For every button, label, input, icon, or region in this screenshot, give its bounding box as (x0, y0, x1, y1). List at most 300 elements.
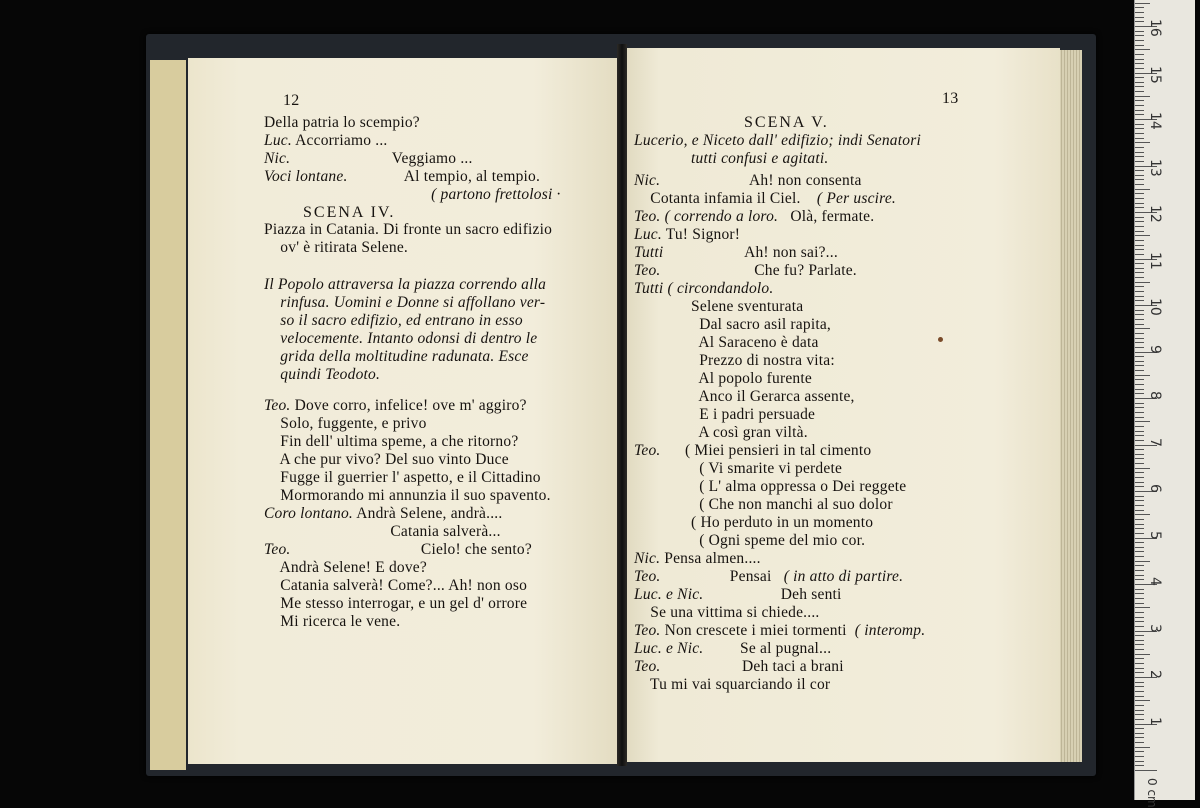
ruler-tick (1135, 175, 1144, 176)
ruler-tick (1135, 161, 1144, 162)
scene-heading (744, 114, 829, 132)
ruler-tick (1135, 635, 1144, 636)
ruler-label: 10 (1147, 298, 1163, 316)
ruler-tick (1135, 700, 1150, 701)
ruler-tick (1135, 333, 1144, 334)
roman-text: Mormorando mi annunzia il suo spavento. (264, 487, 551, 504)
ruler-tick (1135, 482, 1144, 483)
text-line (264, 186, 561, 204)
ruler-tick (1135, 389, 1144, 390)
ruler-tick (1135, 426, 1144, 427)
ruler-tick (1135, 152, 1144, 153)
ruler-tick (1135, 328, 1150, 329)
ruler-tick (1135, 742, 1144, 743)
italic-text: ( Per uscire. (804, 190, 896, 207)
ruler-tick (1135, 272, 1144, 273)
text-line (634, 406, 815, 424)
ruler-tick (1135, 291, 1144, 292)
ruler-tick (1135, 463, 1144, 464)
ruler-label: 0 cm (1145, 778, 1159, 808)
ruler-tick (1135, 226, 1144, 227)
roman-text: Deh senti (703, 586, 842, 603)
italic-text: ( circondandolo. (667, 280, 774, 297)
ruler-tick (1135, 147, 1144, 148)
italic-text: ( in atto di partire. (775, 568, 904, 585)
ruler-tick (1135, 310, 1144, 311)
text-line (634, 514, 873, 532)
italic-text: Luc. (634, 226, 662, 243)
text-line (264, 451, 509, 469)
ruler-tick (1135, 412, 1144, 413)
text-line (264, 294, 545, 312)
text-line (264, 487, 551, 505)
ruler-tick (1135, 733, 1144, 734)
ruler-tick (1135, 589, 1144, 590)
text-line (634, 640, 831, 658)
ruler-tick (1135, 556, 1144, 557)
ruler-tick (1135, 138, 1144, 139)
ruler-tick (1135, 640, 1144, 641)
italic-text: Teo. (634, 262, 661, 279)
italic-text: Teo. (634, 208, 661, 225)
text-line (634, 424, 808, 442)
ruler-tick (1135, 21, 1144, 22)
ruler-label: 5 (1147, 530, 1163, 540)
roman-text: Andrà Selene, andrà.... (353, 505, 503, 522)
ruler-tick (1135, 654, 1150, 655)
ruler-tick (1135, 435, 1144, 436)
ruler-tick (1135, 593, 1144, 594)
ruler-tick (1135, 277, 1144, 278)
text-line (634, 132, 921, 150)
text-line (264, 221, 552, 239)
italic-text: Nic. (264, 150, 291, 167)
text-line (634, 316, 831, 334)
page-edges-left (150, 60, 186, 770)
roman-text: Ah! non consenta (660, 172, 862, 189)
ruler-tick (1135, 621, 1144, 622)
ruler-tick (1135, 170, 1144, 171)
roman-text: Ah! non sai?... (663, 244, 838, 261)
ruler-tick (1135, 458, 1144, 459)
ruler-tick (1135, 454, 1144, 455)
ruler-tick (1135, 63, 1144, 64)
ruler-tick (1135, 282, 1150, 283)
italic-text: Voci lontane. (264, 168, 348, 185)
italic-text: rinfusa. Uomini e Donne si affollano ver- (264, 294, 546, 311)
ruler-tick (1135, 379, 1144, 380)
italic-text: velocemente. Intanto odonsi di dentro le (264, 330, 538, 347)
ruler-tick (1135, 393, 1144, 394)
book-gutter (617, 44, 627, 766)
ruler-tick (1135, 384, 1144, 385)
ruler-tick (1135, 3, 1150, 4)
ruler-tick (1135, 728, 1144, 729)
ruler-tick (1135, 603, 1144, 604)
roman-text: Dal sacro asil rapita, (634, 316, 831, 333)
ruler-tick (1135, 235, 1150, 236)
ruler-tick (1135, 189, 1150, 190)
ruler-tick (1135, 421, 1150, 422)
ruler-tick (1135, 737, 1144, 738)
text-line (634, 550, 761, 568)
ruler-tick (1135, 114, 1144, 115)
ruler-tick (1135, 77, 1144, 78)
ruler-tick (1135, 710, 1144, 711)
roman-text: Fin dell' ultima speme, a che ritorno? (264, 433, 519, 450)
ruler-label: 3 (1147, 623, 1163, 633)
ruler-tick (1135, 184, 1144, 185)
ruler-tick (1135, 663, 1144, 664)
ruler-tick (1135, 542, 1144, 543)
text-line (264, 239, 408, 257)
ruler-tick (1135, 356, 1144, 357)
text-line (634, 226, 740, 244)
roman-text: Olà, fermate. (778, 208, 875, 225)
ruler-tick (1135, 375, 1150, 376)
text-line (634, 280, 773, 298)
ruler-tick (1135, 314, 1144, 315)
ruler-tick (1135, 217, 1144, 218)
roman-text: Selene sventurata (634, 298, 804, 315)
text-line (264, 348, 529, 366)
ruler-tick (1135, 59, 1144, 60)
roman-text: E i padri persuade (634, 406, 816, 423)
ruler-tick (1135, 300, 1144, 301)
text-line (264, 469, 541, 487)
ruler-tick (1135, 12, 1144, 13)
scene-heading (303, 204, 395, 222)
roman-text: Catania salverà! Come?... Ah! non oso (264, 577, 528, 594)
text-line (634, 388, 855, 406)
italic-text: Teo. (264, 541, 291, 558)
ruler-label: 15 (1147, 65, 1163, 84)
ruler-label: 1 (1147, 716, 1163, 726)
roman-text: Veggiamo ... (290, 150, 473, 167)
text-line (264, 168, 540, 186)
ruler-tick (1135, 551, 1144, 552)
page-number: 13 (942, 90, 959, 107)
text-line (634, 460, 842, 478)
ruler-tick (1135, 598, 1144, 599)
text-line (264, 505, 502, 523)
italic-text: Teo. (634, 442, 661, 459)
italic-text: Luc. e Nic. (634, 640, 704, 657)
ruler-tick (1135, 240, 1144, 241)
ruler-tick (1135, 472, 1144, 473)
ruler-tick (1135, 54, 1144, 55)
ruler-tick (1135, 765, 1144, 766)
ruler-tick (1135, 35, 1144, 36)
text-line (264, 330, 537, 348)
text-line (264, 541, 532, 559)
ruler-tick (1135, 668, 1144, 669)
text-line (634, 298, 803, 316)
ruler-tick (1135, 431, 1144, 432)
italic-text: ( interomp. (850, 622, 926, 639)
ruler-tick (1135, 82, 1144, 83)
ruler-tick (1135, 612, 1144, 613)
ruler-tick (1135, 403, 1144, 404)
paper-stain (938, 337, 943, 342)
ruler-tick (1135, 142, 1150, 143)
ruler-tick (1135, 533, 1144, 534)
text-line (264, 523, 501, 541)
italic-text: Nic. (634, 172, 661, 189)
text-line (264, 577, 527, 595)
ruler-tick (1135, 756, 1144, 757)
text-line (634, 172, 862, 190)
ruler-tick (1135, 45, 1144, 46)
italic-text: ( correndo a loro. (664, 208, 779, 225)
ruler-tick (1135, 575, 1144, 576)
ruler-label: 12 (1147, 205, 1163, 223)
roman-text: Accorriamo ... (291, 132, 388, 149)
ruler-tick (1135, 649, 1144, 650)
roman-text: Dove corro, infelice! ove m' aggiro? (290, 397, 527, 414)
ruler-tick (1135, 179, 1144, 180)
ruler-tick (1135, 477, 1144, 478)
ruler-tick (1135, 17, 1144, 18)
italic-text: Lucerio, e Niceto dall' edifizio; indi Senatori (634, 132, 921, 149)
text-line (634, 150, 828, 168)
text-line (634, 676, 830, 694)
ruler-tick (1135, 100, 1144, 101)
ruler-tick (1135, 626, 1144, 627)
ruler-tick (1135, 691, 1144, 692)
roman-text: ( Che non manchi al suo dolor (634, 496, 893, 513)
ruler-tick (1135, 524, 1144, 525)
ruler-label: 9 (1147, 344, 1163, 354)
ruler-label: 7 (1147, 437, 1163, 447)
ruler-tick (1135, 86, 1144, 87)
ruler-tick (1135, 198, 1144, 199)
ruler-tick (1135, 751, 1144, 752)
text-line (634, 334, 819, 352)
ruler-tick (1135, 49, 1150, 50)
ruler-tick (1135, 468, 1150, 469)
roman-text: Se al pugnal... (703, 640, 832, 657)
roman-text: Pensai (660, 568, 776, 585)
italic-text: quindi Teodoto. (264, 366, 381, 383)
text-line (634, 442, 871, 460)
roman-text: Se una vittima si chiede.... (634, 604, 820, 621)
italic-text: grida della moltitudine radunata. Esce (264, 348, 529, 365)
ruler-tick (1135, 361, 1144, 362)
italic-text: Teo. (634, 658, 661, 675)
text-line (264, 114, 420, 132)
ruler-label: 14 (1147, 112, 1163, 130)
italic-text: Teo. (634, 568, 661, 585)
roman-text: ( Miei pensieri in tal cimento (660, 442, 872, 459)
roman-text: Al popolo furente (634, 370, 812, 387)
ruler-tick (1135, 705, 1144, 706)
roman-text: Che fu? Parlate. (660, 262, 857, 279)
roman-text: A così gran viltà. (634, 424, 808, 441)
text-line (634, 658, 844, 676)
ruler-tick (1135, 365, 1144, 366)
roman-text: Andrà Selene! E dove? (264, 559, 427, 576)
ruler-tick (1135, 579, 1144, 580)
page-number: 12 (283, 92, 300, 109)
ruler-tick (1135, 761, 1144, 762)
roman-text: ( Vi smarite vi perdete (634, 460, 843, 477)
roman-text: SCENA V. (744, 114, 829, 131)
ruler-label: 11 (1147, 251, 1163, 270)
ruler-tick (1135, 68, 1144, 69)
ruler-tick (1135, 347, 1144, 348)
roman-text: Solo, fuggente, e privo (264, 415, 427, 432)
ruler-label: 6 (1147, 484, 1163, 493)
ruler-label: 8 (1147, 391, 1163, 400)
ruler-tick (1135, 561, 1150, 562)
ruler-tick (1135, 124, 1144, 125)
ruler-tick (1135, 500, 1144, 501)
roman-text: Piazza in Catania. Di fronte un sacro edifizio (264, 221, 553, 238)
text-line (264, 397, 527, 415)
ruler-tick (1135, 658, 1144, 659)
text-line (634, 532, 865, 550)
text-line (634, 244, 838, 262)
ruler-tick (1135, 133, 1144, 134)
roman-text: Me stesso interrogar, e un gel d' orrore (264, 595, 528, 612)
text-line (264, 366, 380, 384)
italic-text: Teo. (634, 622, 661, 639)
ruler-label: 13 (1147, 158, 1163, 177)
ruler-tick (1135, 286, 1144, 287)
ruler-tick (1135, 105, 1144, 106)
ruler-tick (1135, 221, 1144, 222)
ruler-tick (1135, 607, 1150, 608)
text-line (634, 568, 903, 586)
ruler-tick (1135, 342, 1144, 343)
roman-text: Cotanta infamia il Ciel. (634, 190, 805, 207)
ruler-tick (1135, 417, 1144, 418)
ruler-tick (1135, 254, 1144, 255)
text-line (634, 604, 819, 622)
ruler-tick (1135, 249, 1144, 250)
italic-text: Tutti (634, 280, 664, 297)
roman-text: Anco il Gerarca assente, (634, 388, 855, 405)
ruler-tick (1135, 296, 1144, 297)
ruler-tick (1135, 747, 1150, 748)
text-line (634, 262, 857, 280)
ruler-tick (1135, 128, 1144, 129)
ruler-tick (1135, 231, 1144, 232)
ruler-tick (1135, 644, 1144, 645)
ruler-tick (1135, 440, 1144, 441)
ruler-tick (1135, 496, 1144, 497)
right-page (624, 48, 1060, 762)
text-line (264, 433, 518, 451)
ruler-tick (1135, 407, 1144, 408)
ruler-tick (1135, 268, 1144, 269)
roman-text: Mi ricerca le vene. (264, 613, 401, 630)
ruler-tick (1135, 486, 1144, 487)
text-line (264, 276, 546, 294)
ruler-tick (1135, 547, 1144, 548)
ruler-tick (1135, 207, 1144, 208)
italic-text: so il sacro edifizio, ed entrano in esso (264, 312, 523, 329)
text-line (634, 190, 896, 208)
text-line (634, 586, 842, 604)
ruler-tick (1135, 91, 1144, 92)
ruler-tick (1135, 338, 1144, 339)
italic-text: Nic. (634, 550, 661, 567)
ruler-label: 2 (1147, 670, 1163, 679)
ruler-tick (1135, 505, 1144, 506)
italic-text: Il Popolo attraversa la piazza correndo alla (264, 276, 547, 293)
text-line (264, 595, 527, 613)
roman-text: SCENA IV. (303, 204, 396, 221)
ruler-tick (1135, 696, 1144, 697)
ruler-tick (1135, 672, 1144, 673)
text-line (264, 150, 473, 168)
roman-text: Deh taci a brani (660, 658, 844, 675)
ruler-tick (1135, 7, 1144, 8)
roman-text: Tu! Signor! (661, 226, 741, 243)
ruler-tick (1135, 682, 1144, 683)
roman-text: Della patria lo scempio? (264, 114, 420, 131)
roman-text: A che pur vivo? Del suo vinto Duce (264, 451, 509, 468)
roman-text: ( L' alma oppressa o Dei reggete (634, 478, 907, 495)
ruler-tick (1135, 31, 1144, 32)
ruler-label: 4 (1147, 577, 1163, 586)
ruler-tick (1135, 770, 1157, 771)
text-line (264, 613, 400, 631)
italic-text: Luc. e Nic. (634, 586, 704, 603)
roman-text: Al Saraceno è data (634, 334, 819, 351)
roman-text: Non crescete i miei tormenti (660, 622, 851, 639)
italic-text: ( partono frettolosi · (264, 186, 561, 203)
text-line (264, 312, 523, 330)
ruler-tick (1135, 514, 1150, 515)
roman-text: Al tempio, al tempio. (347, 168, 541, 185)
ruler-tick (1135, 528, 1144, 529)
italic-text: tutti confusi e agitati. (634, 150, 829, 167)
ruler-tick (1135, 570, 1144, 571)
ruler-tick (1135, 686, 1144, 687)
ruler-tick (1135, 193, 1144, 194)
ruler-tick (1135, 110, 1144, 111)
ruler-tick (1135, 245, 1144, 246)
roman-text: Pensa almen.... (660, 550, 761, 567)
roman-text: ( Ogni speme del mio cor. (634, 532, 866, 549)
ruler-tick (1135, 324, 1144, 325)
roman-text: Cielo! che sento? (290, 541, 532, 558)
ruler-tick (1135, 510, 1144, 511)
left-page (188, 58, 620, 764)
ruler-tick (1135, 263, 1144, 264)
text-line (264, 132, 387, 150)
ruler-tick (1135, 203, 1144, 204)
ruler-tick (1135, 719, 1144, 720)
ruler-tick (1135, 319, 1144, 320)
ruler-tick (1135, 519, 1144, 520)
text-line (264, 415, 427, 433)
text-line (634, 370, 812, 388)
ruler-tick (1135, 617, 1144, 618)
text-line (634, 478, 906, 496)
roman-text: Catania salverà... (264, 523, 501, 540)
ruler-tick (1135, 40, 1144, 41)
measuring-ruler (1134, 0, 1195, 808)
roman-text: ( Ho perduto in un momento (634, 514, 874, 531)
ruler-tick (1135, 370, 1144, 371)
text-line (634, 496, 893, 514)
italic-text: Tutti (634, 244, 664, 261)
roman-text: Fugge il guerrier l' aspetto, e il Cittadino (264, 469, 541, 486)
